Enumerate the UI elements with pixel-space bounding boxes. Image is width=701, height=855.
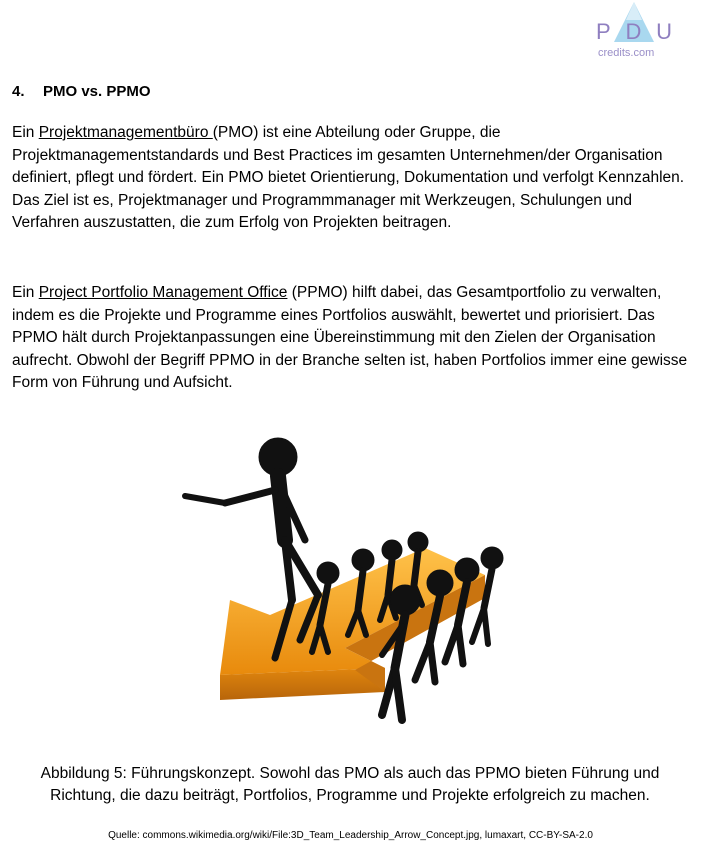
logo-letter-u: U <box>656 19 672 44</box>
paragraph-pmo <box>12 122 692 235</box>
pmo-link[interactable]: Projektmanagementbüro <box>38 124 213 141</box>
logo-letters <box>596 19 672 45</box>
figure-caption: Abbildung 5: Führungskonzept. Sowohl das PMO als auch das PPMO bieten Führung und Richtung, die dazu beiträgt, Portfolios, Programme und Projekte erfolgreich zu machen. <box>40 765 660 804</box>
paragraph-ppmo-prefix: Ein <box>12 284 39 301</box>
section-heading <box>12 83 151 100</box>
pdu-credits-logo <box>594 0 674 62</box>
paragraph-ppmo <box>12 282 692 395</box>
section-title: PMO vs. PPMO <box>43 83 151 100</box>
section-number: 4. <box>12 83 25 100</box>
logo-domain: credits.com <box>598 47 655 59</box>
leadership-arrow-image <box>170 430 520 740</box>
leadership-arrow-illustration <box>170 430 520 740</box>
logo-letter-d: D <box>625 19 642 44</box>
paragraph-pmo-text: (PMO) ist eine Abteilung oder Gruppe, die Projektmanagementstandards und Best Practices im gesamten Unternehmen/der Organisation definiert, pflegt und fördert. Ein PMO bietet Orientierung, Dokumentation und verfolgt Kennzahlen. Das Ziel ist es, Projektmanager und Programmmanager mit Werkzeugen, Schulungen und Verfahren auszustatten, die zum Erfolg von Projekten beitragen. <box>12 124 685 232</box>
ppmo-link[interactable]: Project Portfolio Management Office <box>38 284 288 301</box>
figure-source: Quelle: commons.wikimedia.org/wiki/File:3D_Team_Leadership_Arrow_Concept.jpg, lumaxart, CC-BY-SA-2.0 <box>108 830 593 841</box>
paragraph-ppmo-text: (PPMO) hilft dabei, das Gesamtportfolio zu verwalten, indem es die Projekte und Programme eines Portfolios auswählt, bewertet und priorisiert. Das PPMO hält durch Projektanpassungen eine Übereinstimmung mit den Zielen der Organisation aufrecht. Obwohl der Begriff PPMO in der Branche selten ist, haben Portfolios immer eine gewisse Form von Führung und Aufsicht. <box>12 284 688 392</box>
paragraph-pmo-prefix: Ein <box>12 124 39 141</box>
logo-letter-p: P <box>596 19 611 44</box>
